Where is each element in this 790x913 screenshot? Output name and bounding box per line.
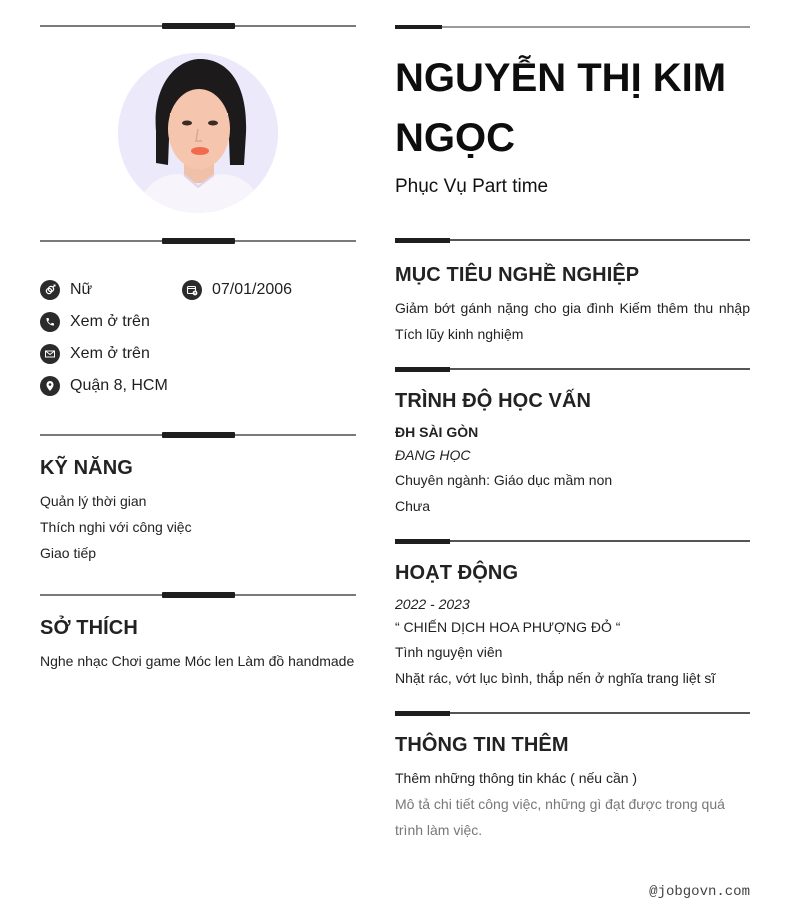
email-value: Xem ở trên xyxy=(70,345,150,362)
education-note: Chưa xyxy=(395,498,431,514)
divider-education xyxy=(395,367,750,372)
education-title: TRÌNH ĐỘ HỌC VẤN xyxy=(395,390,592,412)
education-school: ĐH SÀI GÒN xyxy=(395,424,479,440)
address-value: Quận 8, HCM xyxy=(70,377,168,394)
gender-icon xyxy=(40,280,60,300)
job-title: Phục Vụ Part time xyxy=(395,176,549,197)
contact-phone xyxy=(40,312,150,332)
divider-activities xyxy=(395,539,750,544)
birthday-value: 07/01/2006 xyxy=(212,281,293,298)
activity-description: Nhặt rác, vớt lục bình, thắp nến ở nghĩa trang liệt sĩ xyxy=(395,670,716,686)
skills-title: KỸ NĂNG xyxy=(40,457,133,479)
divider-additional xyxy=(395,711,750,716)
hobbies-text: Nghe nhạc Chơi game Móc len Làm đồ handmade xyxy=(40,653,355,669)
additional-title: THÔNG TIN THÊM xyxy=(395,734,569,756)
divider-top-right xyxy=(395,25,750,30)
contact-gender xyxy=(40,280,92,300)
activity-name: “ CHIẾN DỊCH HOA PHƯỢNG ĐỎ “ xyxy=(395,619,621,635)
activities-title: HOẠT ĐỘNG xyxy=(395,562,519,584)
divider-top-left xyxy=(40,23,356,29)
calendar-icon xyxy=(182,280,202,300)
phone-value: Xem ở trên xyxy=(70,313,150,330)
skill-item: Quản lý thời gian xyxy=(40,493,147,509)
contact-email xyxy=(40,344,150,364)
education-major: Chuyên ngành: Giáo dục mầm non xyxy=(395,472,613,488)
mail-icon xyxy=(40,344,60,364)
hobbies-title: SỞ THÍCH xyxy=(40,617,138,639)
education-status: ĐANG HỌC xyxy=(395,447,471,463)
divider-profile-left xyxy=(40,238,356,244)
activity-role: Tình nguyện viên xyxy=(395,644,503,660)
divider-hobbies xyxy=(40,592,356,598)
contact-birthday xyxy=(182,280,292,300)
candidate-name: NGUYỄN THỊ KIM NGỌC xyxy=(395,56,727,160)
divider-objective xyxy=(395,238,750,243)
watermark: @jobgovn.com xyxy=(649,884,750,900)
additional-line2: Mô tả chi tiết công việc, những gì đạt được trong quá trình làm việc. xyxy=(395,796,725,838)
contact-address xyxy=(40,376,168,396)
objective-text: Giảm bớt gánh nặng cho gia đình Kiếm thêm thu nhập Tích lũy kinh nghiệm xyxy=(395,300,750,342)
additional-line1: Thêm những thông tin khác ( nếu cần ) xyxy=(395,770,638,786)
objective-title: MỤC TIÊU NGHỀ NGHIỆP xyxy=(395,264,640,286)
activity-period: 2022 - 2023 xyxy=(395,596,470,612)
avatar xyxy=(118,53,278,213)
skill-item: Giao tiếp xyxy=(40,545,97,561)
location-pin-icon xyxy=(40,376,60,396)
divider-skills xyxy=(40,432,356,438)
phone-icon xyxy=(40,312,60,332)
portrait-photo xyxy=(118,53,278,213)
skill-item: Thích nghi với công việc xyxy=(40,519,192,535)
gender-value: Nữ xyxy=(70,281,93,298)
